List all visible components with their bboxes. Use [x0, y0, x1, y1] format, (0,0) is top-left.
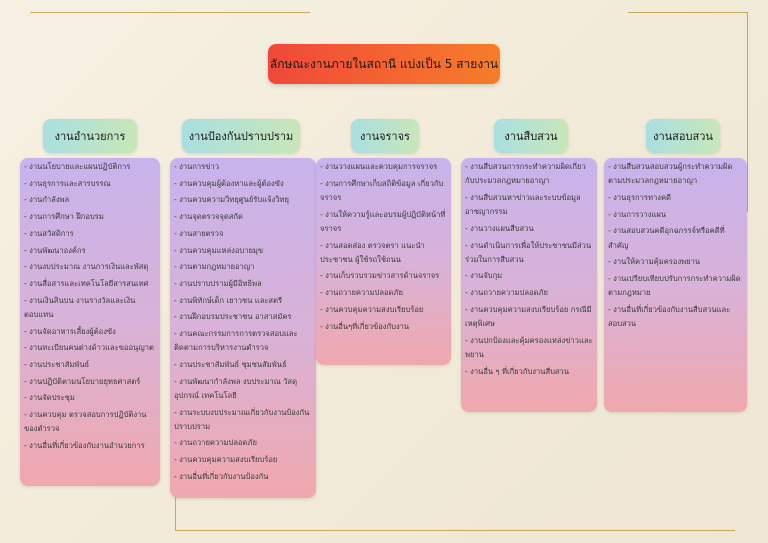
list-item: - งานประชาสัมพันธ์: [24, 359, 90, 369]
list-item: - งานสอบสวนคดีอุกฉกรรจ์หรือคดีที่สำคัญ: [608, 226, 725, 250]
column-header-investigation: งานสืบสวน: [494, 119, 568, 153]
list-item: - งานเงินสินบน งานรางวัลและเงินตอบแทน: [24, 295, 136, 319]
list-item: - งานสายตรวจ: [174, 228, 224, 238]
list-item: - งานการศึกษา ฝึกอบรม: [24, 212, 104, 222]
list-item: - งานสื่อสารและเทคโนโลยีสารสนเทศ: [24, 278, 149, 288]
list-item: - งานพิทักษ์เด็ก เยาวชน และสตรี: [174, 295, 283, 305]
list-item: - งานอื่นๆที่เกี่ยวข้องกับงาน: [320, 321, 410, 331]
column-box-administration: [20, 158, 160, 486]
list-item: - งานให้ความรู้และอบรมผู้ปฏิบัติหน้าที่จราจร: [320, 209, 446, 233]
frame-line-right: [747, 12, 748, 212]
frame-line-top: [30, 12, 310, 13]
list-item: - งานปฏิบัติตามนโยบายยุทธศาสตร์: [24, 376, 141, 386]
list-item: - งานธุรการและสารบรรณ: [24, 178, 111, 188]
frame-line-bottom: [175, 530, 735, 531]
list-item: - งานเปรียบเทียบปรับการกระทำความผิดตามกฎหมาย: [608, 273, 741, 298]
list-item: - งานควบคุมผู้ต้องหาและผู้ต้องขัง: [174, 178, 284, 188]
list-item: - งานระบบงบประมาณเกี่ยวกับงานป้องกันปราบปราม: [174, 407, 310, 431]
list-item: - งานธุรการทางคดี: [608, 192, 671, 202]
list-item: - งานคณะกรรมการการตรวจสอบและติดตามการบริหารงานตำรวจ: [174, 329, 298, 353]
column-header-traffic: งานจราจร: [351, 119, 419, 153]
list-item: - งานตามกฎหมายอาญา: [174, 262, 255, 272]
list-item: - งานอื่นที่เกี่ยวกับงานป้องกัน: [174, 471, 269, 481]
list-item: - งานกำลังพล: [24, 195, 70, 205]
list-item: - งานสืบสวนสอบสวนผู้กระทำความผิดตามประมวลกฎหมายอาญา: [608, 162, 733, 186]
list-item: - งานการศึกษาเก็บสถิติข้อมูล เกี่ยวกับจราจร: [320, 178, 444, 202]
list-item: - งานการข่าว: [174, 162, 219, 171]
list-item: - งานงบประมาณ งานการเงินและพัสดุ: [24, 262, 149, 272]
list-item: - งานสืบสวนหาข่าวและระบบข้อมูลอาชญากรรม: [465, 192, 581, 217]
list-item: - งานควบคุม ตรวจสอบการปฏิบัติงานของตำรวจ: [24, 410, 147, 434]
column-box-traffic: [316, 158, 451, 365]
list-item: - งานควบคุมแหล่งอบายมุข: [174, 245, 264, 255]
list-item: - งานจัดอาหารเลี้ยงผู้ต้องขัง: [24, 326, 116, 336]
list-item: - งานควบคุมความสงบเรียบร้อย กรณีมีเหตุพิเศษ: [465, 304, 592, 329]
list-item: - งานจุดตรวจจุดสกัด: [174, 212, 243, 222]
list-item: - งานพัฒนาองค์กร: [24, 245, 86, 255]
column-box-investigation: [461, 158, 597, 412]
list-item: - งานดำเนินการเพื่อให้ประชาชนมีส่วนร่วมในการสืบสวน: [465, 240, 592, 264]
list-item: - งานทะเบียนคนต่างด้าวและขออนุญาต: [24, 343, 154, 353]
list-item: - งานวางแผนสืบสวน: [465, 223, 534, 233]
column-box-inquiry: [604, 158, 747, 412]
list-item: - งานควบคุมความสงบเรียบร้อย: [174, 455, 278, 465]
list-item: - งานปราบปรามผู้มีอิทธิพล: [174, 278, 262, 288]
list-item: - งานสืบสวนการกระทำความผิดเกี่ยวกับประมวลกฎหมายอาญา: [465, 162, 586, 186]
list-item: - งานถวายความปลอดภัย: [465, 288, 548, 298]
list-item: - งานจับกุม: [465, 271, 503, 281]
list-item: - งานปกป้องและคุ้มครองแหล่งข่าวและพยาน: [465, 335, 593, 359]
list-item: - งานอื่นที่เกี่ยวข้องกับงานอำนวยการ: [24, 440, 145, 450]
list-item: - งานอื่น ๆ ที่เกี่ยวกับงานสืบสวน: [465, 366, 570, 376]
list-item: - งานการวางแผน: [608, 209, 667, 219]
list-item: - งานสวัสดิการ: [24, 228, 74, 238]
list-item: - งานพัฒนากำลังพล งบประมาณ วัสดุอุปกรณ์ เทคโนโลยี: [174, 376, 297, 400]
diagram-title: ลักษณะงานภายในสถานี แบ่งเป็น 5 สายงาน: [268, 44, 500, 84]
list-item: - งานถวายความปลอดภัย: [320, 288, 403, 298]
column-header-administration: งานอำนวยการ: [43, 119, 137, 153]
list-item: - งานประชาสัมพันธ์ ชุมชนสัมพันธ์: [174, 359, 287, 369]
column-header-inquiry: งานสอบสวน: [646, 119, 720, 153]
list-item: - งานฝึกอบรมประชาชน อาสาสมัคร: [174, 312, 292, 322]
column-box-crime-prevention: [170, 158, 316, 498]
list-item: - งานให้ความคุ้มครองพยาน: [608, 257, 701, 267]
list-item: - งานจัดประชุม: [24, 393, 75, 403]
list-item: - งานนโยบายและแผนปฏิบัติการ: [24, 162, 131, 171]
list-item: - งานสอดส่อง ตรวจตรา แนะนำประชาชน ผู้ใช้รถใช้ถนน: [320, 240, 425, 264]
list-item: - งานควบความวิทยุศูนย์รับแจ้งวิทยุ: [174, 195, 289, 205]
column-header-crime-prevention: งานป้องกันปราบปราม: [182, 119, 300, 153]
list-item: - งานอื่นที่เกี่ยวข้องกับงานสืบสวนและสอบสวน: [608, 304, 731, 329]
frame-line-top-right: [628, 12, 748, 13]
list-item: - งานควบคุมความสงบเรียบร้อย: [320, 304, 424, 314]
list-item: - งานถวายความปลอดภัย: [174, 438, 257, 448]
list-item: - งานเก็บรวบรวมข่าวสารด้านจราจร: [320, 271, 440, 281]
list-item: - งานวางแผนและควบคุมการจราจร: [320, 162, 438, 171]
